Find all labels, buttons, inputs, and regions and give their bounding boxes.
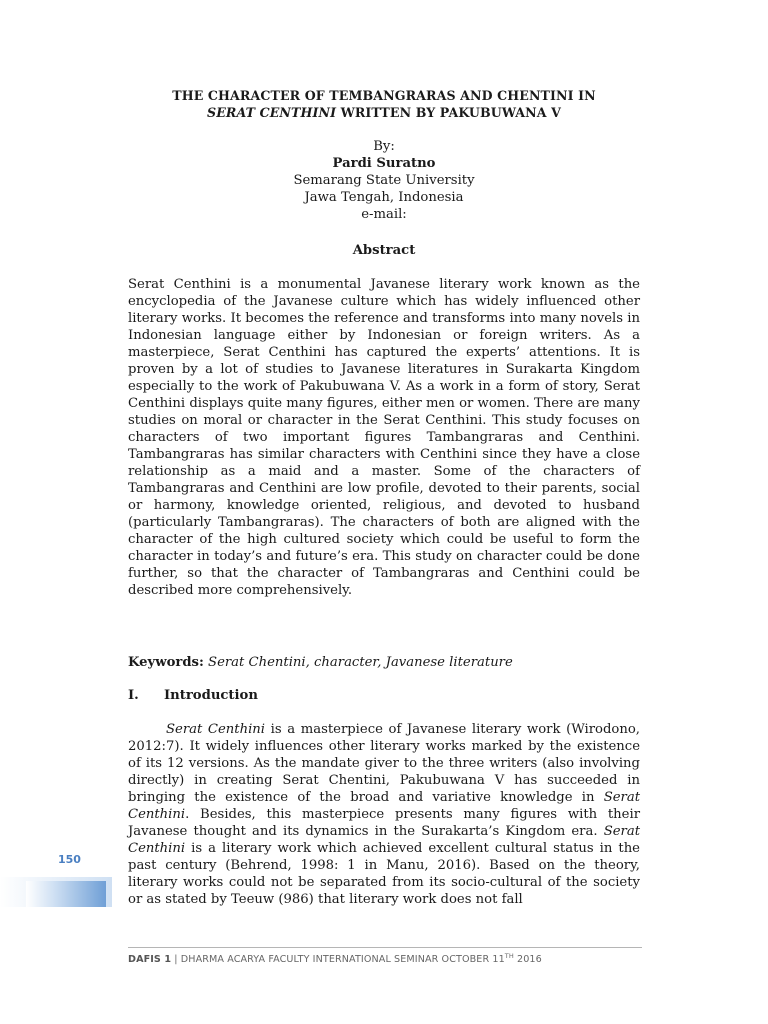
footer-journal: DAFIS 1 (128, 954, 172, 966)
page-corner-decoration (0, 875, 130, 911)
abstract-heading: Abstract (352, 243, 416, 258)
intro-italic-3: Serat Centhini (128, 824, 640, 856)
keywords-label: Keywords: (128, 655, 204, 670)
intro-text-3: is a literary work which achieved excellent cultural status in the past century (Behrend, 1998: 1 in Manu, 2016). Based on the theory, literary works could not be separated from its socio-cultural of the society or as stated by Teeuw (986) that literary work does not fall (128, 841, 640, 907)
page-footer (128, 952, 542, 965)
author-email: e-mail: (361, 207, 407, 222)
intro-italic-1: Serat Centhini (166, 722, 266, 737)
author-by: By: (373, 139, 395, 154)
section-number: I. (128, 688, 139, 703)
footer-superscript: TH (504, 952, 514, 960)
section-title: Introduction (164, 688, 258, 703)
introduction-paragraph (128, 721, 640, 908)
footer-separator: | (171, 954, 181, 966)
footer-year: 2016 (513, 954, 542, 966)
page-number: 150 (58, 853, 81, 866)
paper-title (128, 87, 640, 121)
title-italic: SERAT CENTHINI (207, 105, 337, 120)
footer-divider (128, 947, 642, 948)
intro-italic-2: Serat Centhini (128, 790, 640, 822)
keywords-value: Serat Chentini, character, Javanese literature (203, 655, 513, 670)
author-block (128, 138, 640, 223)
author-affiliation: Semarang State University (293, 173, 475, 188)
intro-text-2: . Besides, this masterpiece presents many figures with their Javanese thought and its dynamics in the Surakarta’s Kingdom era. (128, 807, 640, 839)
title-line-1: THE CHARACTER OF TEMBANGRARAS AND CHENTINI IN (172, 88, 596, 103)
author-location: Jawa Tengah, Indonesia (304, 190, 464, 205)
decoration-bar-dark (26, 881, 106, 907)
title-rest: WRITTEN BY PAKUBUWANA V (336, 105, 561, 120)
keywords-line (128, 654, 640, 671)
footer-event: DHARMA ACARYA FACULTY INTERNATIONAL SEMINAR OCTOBER 11 (180, 954, 505, 966)
section-heading-introduction (128, 688, 258, 703)
title-line-2 (128, 104, 640, 121)
abstract-text: Serat Centhini is a monumental Javanese literary work known as the encyclopedia of the Javanese culture which has widely influenced other literary works. It becomes the reference and transforms into many novels in Indonesian language either by Indonesian or foreign writers. As a masterpiece, Serat Centhini has captured the experts’ attentions. It is proven by a lot of studies to Javanese literatures in Surakarta Kingdom especially to the work of Pakubuwana V. As a work in a form of story, Serat Centhini displays quite many figures, either men or women. There are many studies on moral or character in the Serat Centhini. This study focuses on characters of two important figures Tambangraras and Centhini. Tambangraras has similar characters with Centhini since they have a close relationship as a maid and a master. Some of the characters of Tambangraras and Centhini are low profile, devoted to their parents, social or harmony, knowledge oriented, religious, and devoted to husband (particularly Tambangraras). The characters of both are aligned with the character of the high cultured society which could be useful to form the character in today’s and future’s era. This study on character could be done further, so that the character of Tambangraras and Centhini could be described more comprehensively. (128, 277, 640, 598)
intro-text-1: is a masterpiece of Javanese literary work (Wirodono, 2012:7). It widely influences other literary works marked by the existence of its 12 versions. As the mandate giver to the three writers (also involving directly) in creating Serat Chentini, Pakubuwana V has succeeded in bringing the existence of the broad and variative knowledge in (128, 722, 640, 805)
author-name: Pardi Suratno (332, 156, 436, 171)
